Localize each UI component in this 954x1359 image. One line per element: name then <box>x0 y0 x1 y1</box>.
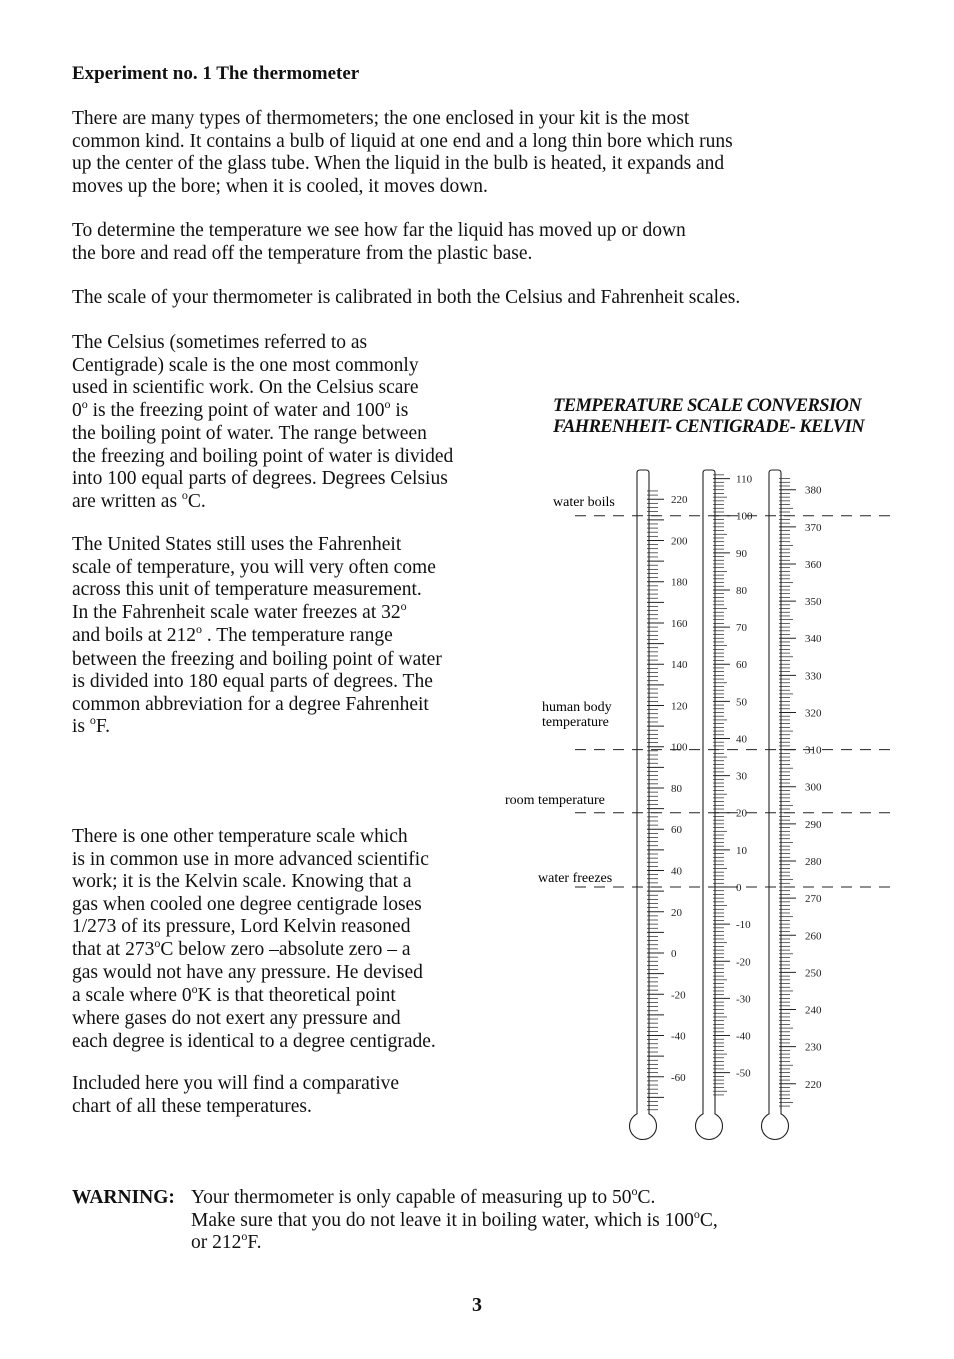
tick-label: 120 <box>671 700 688 713</box>
ref-label-temperature: temperature <box>542 715 609 730</box>
tick-label: 0 <box>671 948 677 961</box>
text-line: the bore and read off the temperature from the plastic base. <box>72 242 533 264</box>
thermometers-group <box>630 470 823 1140</box>
text-line: a scale where 0$^o$K is that theoretical point <box>72 981 396 1006</box>
text-line: the freezing and boiling point of water is divided <box>72 445 454 467</box>
text-line: is in common use in more advanced scientific <box>72 848 429 870</box>
text-line: and boils at 212$^o$ . The temperature range <box>72 622 393 646</box>
tick-label: 30 <box>736 770 747 783</box>
tick-label: 230 <box>805 1041 822 1054</box>
tick-label: 100 <box>736 510 753 523</box>
ref-label-water-freezes: water freezes <box>538 871 613 886</box>
reference-lines-group <box>575 516 895 887</box>
text-line: Centigrade) scale is the one most commonly <box>72 354 419 376</box>
tick-label: 350 <box>805 596 822 609</box>
tick-label: 340 <box>805 633 822 646</box>
warning-block <box>72 1184 772 1257</box>
text-line: is $^o$F. <box>72 713 111 737</box>
tick-label: -60 <box>671 1071 686 1084</box>
thermometer-bulb <box>630 1113 657 1140</box>
text-line: common abbreviation for a degree Fahrenheit <box>72 693 429 715</box>
text-line: Included here you will find a comparative <box>72 1073 400 1094</box>
tick-label: 310 <box>805 744 822 757</box>
tick-label: 20 <box>736 807 747 820</box>
text-line: 1/273 of its pressure, Lord Kelvin reasoned <box>72 916 411 937</box>
bulb-joint <box>704 1110 715 1116</box>
tick-label: 220 <box>805 1078 822 1091</box>
chart-title-line: FAHRENHEIT- CENTIGRADE- KELVIN <box>553 417 864 437</box>
tick-label: 280 <box>805 856 822 869</box>
tick-label: -20 <box>671 989 686 1002</box>
ref-label-room-temperature: room temperature <box>505 793 605 808</box>
text-line: There are many types of thermometers; the one enclosed in your kit is the most <box>72 108 690 129</box>
tick-label: 80 <box>671 782 682 795</box>
tick-label: 80 <box>736 584 747 597</box>
text-line: There is one other temperature scale which <box>72 826 408 847</box>
tick-label: 110 <box>736 473 753 486</box>
text-line: chart of all these temperatures. <box>72 1095 312 1117</box>
tick-label: 270 <box>805 893 822 906</box>
tick-label: 50 <box>736 696 747 709</box>
tick-label: 300 <box>805 781 822 794</box>
text-line: scale of temperature, you will very often come <box>72 556 436 578</box>
bulb-joint <box>770 1110 781 1116</box>
tick-label: 0 <box>736 882 742 894</box>
page-number: 3 <box>472 1294 482 1316</box>
tick-label: 200 <box>671 535 688 548</box>
text-line: work; it is the Kelvin scale. Knowing that a <box>72 871 412 892</box>
text-line: 0$^o$ is the freezing point of water and 100$^o$ is <box>72 396 409 421</box>
chart-title-line: TEMPERATURE SCALE CONVERSION <box>553 396 862 416</box>
tick-label: 90 <box>736 547 747 560</box>
tick-label: 320 <box>805 707 822 720</box>
warning-line: Make sure that you do not leave it in boiling water, which is 100$^o$C, <box>191 1206 718 1231</box>
ref-label-water-boils: water boils <box>553 495 615 510</box>
text-line: In the Fahrenheit scale water freezes at 32$^o$ <box>72 598 407 623</box>
tick-label: 70 <box>736 622 747 635</box>
tick-label: 290 <box>805 818 822 831</box>
tick-label: 240 <box>805 1004 822 1017</box>
page-title: Experiment no. 1 The thermometer <box>72 63 360 84</box>
tick-label: 160 <box>671 617 688 630</box>
tick-label: -20 <box>736 956 751 969</box>
tick-label: 100 <box>671 741 688 754</box>
text-line: is divided into 180 equal parts of degrees. The <box>72 671 433 692</box>
thermometer-bulb <box>696 1113 723 1140</box>
text-line: The Celsius (sometimes referred to as <box>72 332 368 353</box>
tick-label: 250 <box>805 967 822 980</box>
tick-label: -40 <box>736 1030 751 1043</box>
text-line: that at 273$^o$C below zero –absolute zero – a <box>72 935 411 960</box>
tick-label: 60 <box>671 824 682 837</box>
ref-label-human-body: human body <box>542 700 612 715</box>
tick-label: -30 <box>736 993 751 1006</box>
text-line: are written as $^o$C. <box>72 487 206 512</box>
tick-label: -40 <box>671 1030 686 1043</box>
tick-label: 380 <box>805 484 822 497</box>
tick-label: 260 <box>805 930 822 943</box>
thermometer-bulb <box>762 1113 789 1140</box>
tick-label: 60 <box>736 659 747 672</box>
text-line: common kind. It contains a bulb of liquid at one end and a long thin bore which runs <box>72 130 733 152</box>
tick-label: 20 <box>671 906 682 919</box>
text-line: across this unit of temperature measurement. <box>72 579 422 600</box>
tick-label: 140 <box>671 659 688 672</box>
text-line: gas when cooled one degree centigrade loses <box>72 893 422 915</box>
tick-label: 40 <box>736 733 747 746</box>
text-line: used in scientific work. On the Celsius scare <box>72 377 419 398</box>
tick-label: 360 <box>805 558 822 571</box>
tick-label: -50 <box>736 1067 751 1080</box>
warning-line: Your thermometer is only capable of measuring up to 50$^o$C. <box>191 1184 656 1208</box>
text-line: the boiling point of water. The range between <box>72 423 427 444</box>
tick-label: 40 <box>671 865 682 878</box>
thermometer-tube <box>703 470 715 1114</box>
text-line: into 100 equal parts of degrees. Degrees Celsius <box>72 468 448 489</box>
bulb-joint <box>638 1110 649 1116</box>
tick-label: 180 <box>671 576 688 589</box>
thermometer-tube <box>769 470 781 1114</box>
tick-label: 220 <box>671 494 688 507</box>
tick-label: 330 <box>805 670 822 683</box>
text-line: where gases do not exert any pressure and <box>72 1008 401 1029</box>
tick-label: 370 <box>805 521 822 534</box>
text-line: To determine the temperature we see how far the liquid has moved up or down <box>72 220 686 241</box>
text-line: up the center of the glass tube. When the liquid in the bulb is heated, it expands and <box>72 153 725 174</box>
text-line: moves up the bore; when it is cooled, it moves down. <box>72 175 488 197</box>
text-line: each degree is identical to a degree centigrade. <box>72 1030 436 1052</box>
text-line: The scale of your thermometer is calibrated in both the Celsius and Fahrenheit scales. <box>72 287 741 308</box>
warning-label: WARNING: <box>72 1187 175 1208</box>
text-line: between the freezing and boiling point of water <box>72 648 442 670</box>
tick-label: 10 <box>736 844 747 857</box>
text-line: The United States still uses the Fahrenheit <box>72 534 402 555</box>
tick-label: -10 <box>736 919 751 932</box>
text-line: gas would not have any pressure. He devised <box>72 962 423 983</box>
warning-line: or 212$^o$F. <box>191 1229 262 1253</box>
